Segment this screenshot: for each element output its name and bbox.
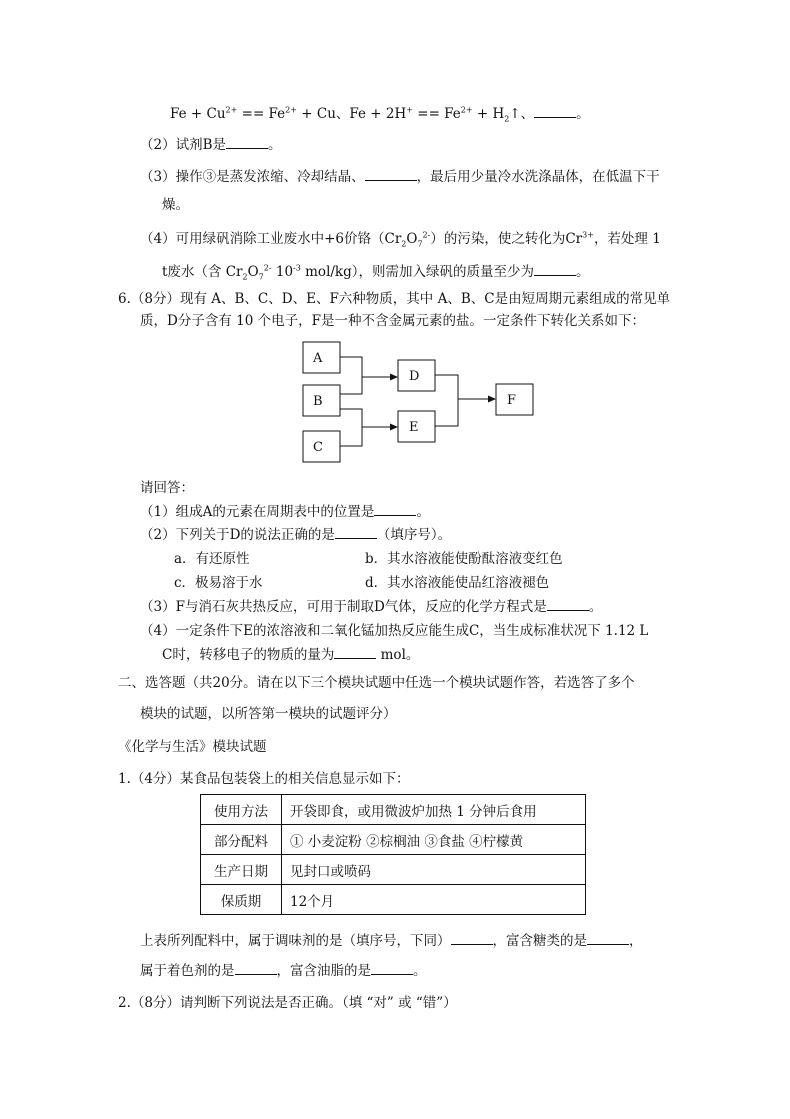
question-1-ask-cont: 属于着色剂的是 ，富含油脂的是 。	[140, 963, 427, 979]
q6-part4-cont: C时，转移电子的物质的量为 mol。	[162, 647, 420, 663]
box-b-label: B	[313, 394, 323, 409]
section-heading-cont: 模块的试题，以所答第一模块的试题评分）	[140, 706, 397, 722]
answer-blank[interactable]	[371, 961, 413, 975]
q5-part4: （4）可用绿矾消除工业废水中+6价铬$(Cr_2O_7^{2-})$的污染，使之转化为$Cr^{3+}$，若处理 1	[140, 230, 661, 249]
arrowhead-e	[390, 424, 398, 431]
box-f-label: F	[507, 393, 517, 408]
box-c-label: C	[313, 440, 323, 455]
connector-a	[340, 357, 362, 377]
equation-line: $Fe + Cu^{2+} == Fe^{2+} + Cu$、$Fe + 2H^+ == Fe^{2+}$ + $H_2↑$、 。	[170, 105, 590, 124]
q6-part1: （1）组成A的元素在周期表中的位置是 。	[140, 504, 430, 520]
q6-part2: （2）下列关于D的说法正确的是 （填序号）。	[140, 527, 452, 543]
connector-d	[435, 375, 458, 399]
arrowhead-f	[488, 396, 496, 403]
q5-part4-cont: t废水（含 $Cr_2O_7^{2-}$ $10^{-3}$ mol/kg），则需加入绿矾的质量至少为 。	[162, 263, 590, 282]
connector-e	[435, 399, 458, 426]
connector-b-top	[340, 377, 362, 394]
question-2-stem: 2.（8分）请判断下列说法是否正确。（填 “对” 或 “错”）	[118, 995, 457, 1011]
answer-blank[interactable]	[534, 262, 576, 276]
table-row: 部分配料 ① 小麦淀粉 ②棕榈油 ③食盐 ④柠檬黄	[201, 825, 586, 855]
conversion-diagram	[290, 333, 540, 468]
food-info-table	[200, 794, 586, 915]
connector-c	[340, 427, 362, 446]
q5-part3-cont: 燥。	[162, 197, 189, 213]
option-d: d．其水溶液能使品红溶液褪色	[365, 575, 550, 591]
q6-part4: （4）一定条件下E的浓溶液和二氧化锰加热反应能生成C，当生成标准状况下 1.12 L	[140, 623, 649, 639]
section-heading: 二、选答题（共20分。请在以下三个模块试题中任选一个模块试题作答，若选答了多个	[118, 675, 635, 691]
q6-stem-line2: 质，D分子含有 10 个电子，F是一种不含金属元素的盐。一定条件下转化关系如下：	[140, 313, 645, 329]
answer-blank[interactable]	[587, 931, 629, 945]
q6-stem-line1: 6.（8分）现有 A、B、C、D、E、F六种物质，其中 A、B、C是由短周期元素组成的常见单	[118, 291, 671, 307]
table-row: 生产日期 见封口或喷码	[201, 855, 586, 885]
box-a-label: A	[313, 351, 323, 366]
answer-blank[interactable]	[534, 104, 576, 118]
option-b: b．其水溶液能使酚酞溶液变红色	[365, 551, 563, 567]
box-e-label: E	[409, 420, 419, 435]
answer-blank[interactable]	[365, 167, 417, 181]
connector-b-bottom	[340, 409, 362, 427]
module-title: 《化学与生活》模块试题	[118, 739, 267, 755]
answer-blank[interactable]	[226, 135, 268, 149]
q6-prompt: 请回答：	[140, 480, 194, 496]
answer-blank[interactable]	[235, 961, 277, 975]
question-1-ask: 上表所列配料中，属于调味剂的是（填序号，下同） ，富含糖类的是 ，	[140, 933, 643, 949]
question-1-stem: 1.（4分）某食品包装袋上的相关信息显示如下：	[118, 771, 410, 787]
answer-blank[interactable]	[335, 525, 377, 539]
option-a: a．有还原性	[174, 551, 250, 567]
q6-part3: （3）F与消石灰共热反应，可用于制取D气体，反应的化学方程式是 。	[140, 599, 603, 615]
answer-blank[interactable]	[374, 502, 416, 516]
box-d-label: D	[409, 369, 420, 384]
arrowhead-d	[390, 374, 398, 381]
table-row: 使用方法 开袋即食，或用微波炉加热 1 分钟后食用	[201, 795, 586, 825]
option-c: c．极易溶于水	[174, 575, 263, 591]
q5-part3: （3）操作③是蒸发浓缩、冷却结晶、 ，最后用少量冷水洗涤晶体，在低温下干	[140, 169, 660, 185]
answer-blank[interactable]	[334, 645, 376, 659]
table-row: 保质期 12个月	[201, 885, 586, 915]
q5-part2: （2）试剂B是 。	[140, 137, 282, 153]
answer-blank[interactable]	[451, 931, 493, 945]
answer-blank[interactable]	[547, 597, 589, 611]
